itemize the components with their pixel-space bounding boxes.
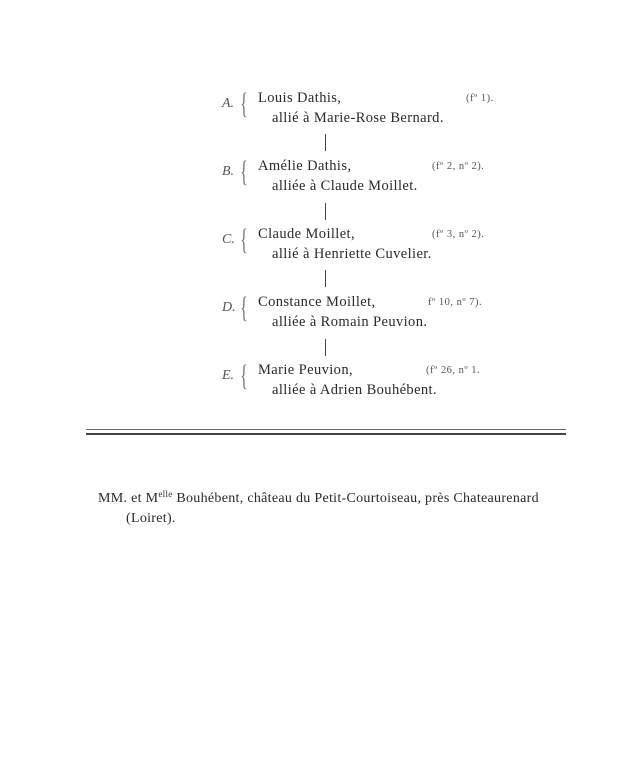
generation-letter: E. (222, 368, 235, 383)
alliance-line: alliée à Claude Moillet. (272, 178, 418, 194)
folio-reference: (fº 1). (466, 93, 494, 104)
generation-letter: A. (222, 96, 235, 111)
divider-rule-top (86, 429, 566, 430)
folio-reference: fº 10, nº 7). (428, 297, 483, 308)
generation-letter: B. (222, 164, 235, 179)
lineage-connector (325, 134, 326, 151)
lineage-entry-b (0, 155, 617, 198)
alliance-line: allié à Henriette Cuvelier. (272, 246, 432, 262)
address-line-1: Bouhébent, château du Petit-Courtoiseau, près Chateaurenard (172, 491, 539, 506)
owner-address (98, 484, 578, 529)
generation-letter: D. (222, 300, 236, 315)
alliance-line: alliée à Romain Peuvion. (272, 314, 428, 330)
folio-reference: (fº 3, nº 2). (432, 229, 485, 240)
lineage-entry-c (0, 223, 617, 266)
address-line-2: (Loiret). (126, 511, 176, 526)
person-name: Constance Moillet, (258, 294, 376, 310)
person-name: Marie Peuvion, (258, 362, 354, 378)
person-name: Amélie Dathis, (258, 158, 352, 174)
address-superscript: elle (158, 489, 173, 499)
address-prefix: MM. et M (98, 491, 159, 506)
brace-icon: { (240, 87, 248, 120)
divider-rule-bottom (86, 433, 566, 435)
folio-reference: (fº 2, nº 2). (432, 161, 485, 172)
lineage-connector (325, 339, 326, 356)
person-name: Claude Moillet, (258, 226, 356, 242)
brace-icon: { (240, 291, 248, 324)
folio-reference: (fº 26, nº 1. (426, 365, 481, 376)
alliance-line: alliée à Adrien Bouhébent. (272, 382, 438, 398)
generation-letter: C. (222, 232, 235, 247)
alliance-line: allié à Marie-Rose Bernard. (272, 110, 444, 126)
lineage-entry-e (0, 359, 617, 402)
lineage-connector (325, 203, 326, 220)
brace-icon: { (240, 359, 248, 392)
lineage-connector (325, 270, 326, 287)
lineage-entry-d (0, 291, 617, 334)
person-name: Louis Dathis, (258, 90, 342, 106)
brace-icon: { (240, 223, 248, 256)
brace-icon: { (240, 155, 248, 188)
lineage-entry-a (0, 87, 617, 130)
